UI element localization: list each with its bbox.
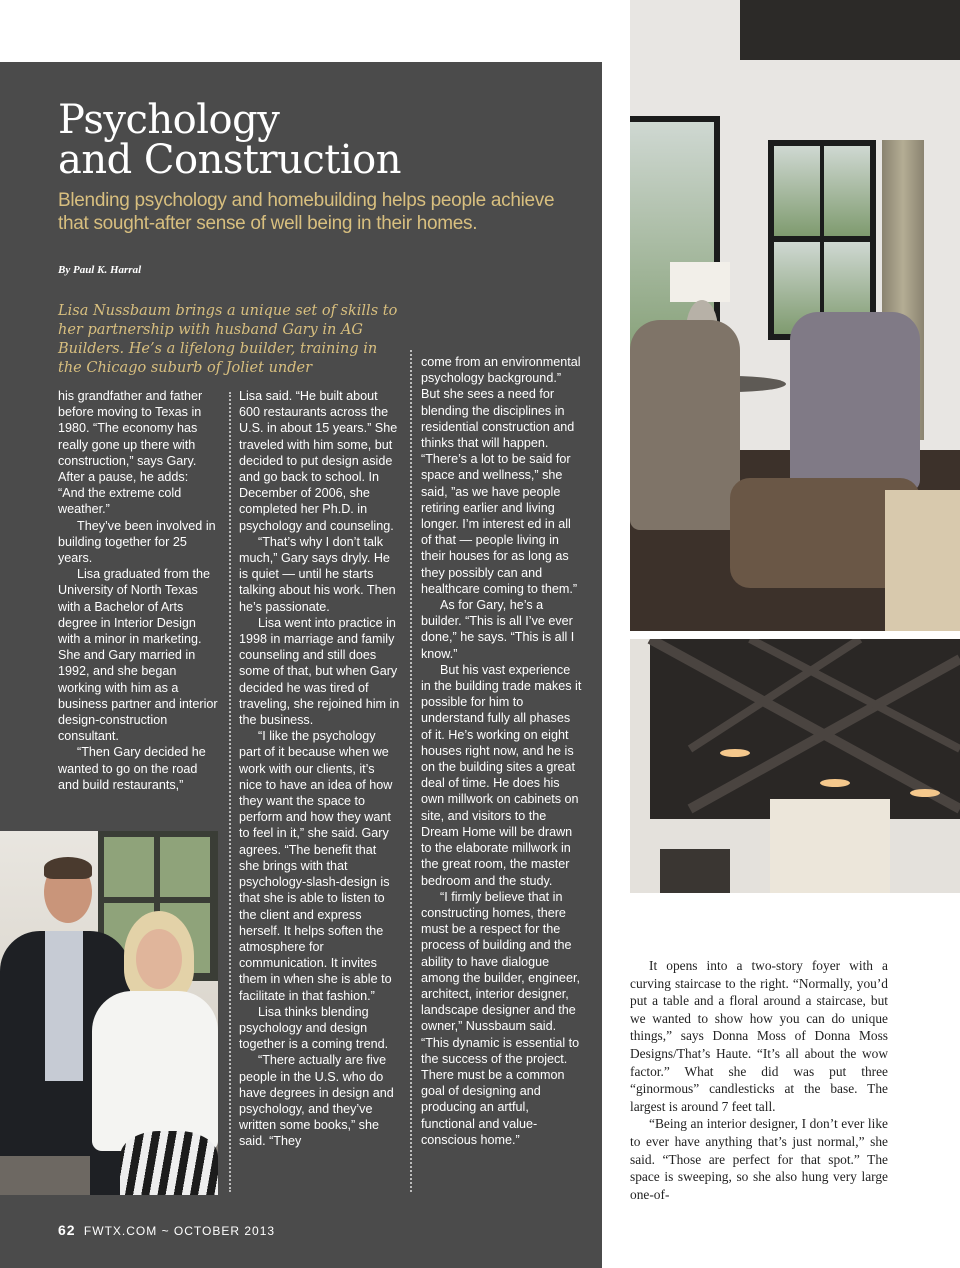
paragraph: Lisa said. “He built about 600 restaurants across the U.S. in about 15 years.” She traveled with him some, but decided to put design aside and go back to school. In December of 2006, she completed her Ph.D. in psychology and counseling.: [239, 389, 398, 533]
granite-counter: [0, 1156, 90, 1195]
paragraph: “That’s why I don’t talk much,” Gary says dryly. He is quiet — until he starts talking about his work. Then he’s passionate.: [239, 534, 396, 614]
artwork: [660, 849, 730, 893]
living-room-photo: [630, 0, 960, 631]
paragraph: They’ve been involved in building together for 25 years.: [58, 518, 216, 566]
text-column-3: [421, 354, 583, 1148]
side-article: [630, 957, 888, 1203]
portrait-photo: [0, 831, 218, 1195]
page-number: 62: [58, 1222, 76, 1238]
article-title: Psychology and Construction: [58, 97, 401, 183]
article-deck: Blending psychology and homebuilding helps people achieve that sought-after sense of well being in their homes.: [58, 190, 555, 234]
lead-paragraph: Lisa Nussbaum brings a unique set of skills to her partnership with husband Gary in AG Builders. He’s a lifelong builder, training in the Chicago suburb of Joliet under: [58, 303, 398, 376]
paragraph: It opens into a two-story foyer with a curving staircase to the right. “Normally, you’d put a table and a floral around a staircase, but we wanted to show how you can do unique things,” says Donna Moss of Donna Moss Designs/That’s Haute. “It’s all about the wow factor.” What she did was put three “ginormous” candlesticks at the base. The largest is around 7 feet tall.: [630, 958, 888, 1114]
byline: By Paul K. Harral: [58, 264, 142, 276]
paragraph: “I firmly believe that in constructing homes, there must be a respect for the process of building and the ability to have dialogue among the builder, engineer, architect, interior designer, landscape designer and the owner,” Nussbaum said. “This dynamic is essential to the success of the project. There must be a common goal of designing and producing an artful, functional and value-conscious home.”: [421, 889, 580, 1147]
column-divider: [410, 350, 412, 1192]
armchair: [630, 320, 740, 530]
paragraph: As for Gary, he’s a builder. “This is all I’ve ever done,” he says. “This is all I know.”: [421, 598, 575, 661]
paragraph: But his vast experience in the building trade makes it possible for him to understand fully all phases of it. He’s working on eight houses right now, and he is on the building sites a great deal of time. He does his own millwork on cabinets on site, and visitors to the Dream Home will be drawn to the elaborate millwork in the great room, the master bedroom and the study.: [421, 662, 582, 888]
text-column-1: [58, 388, 218, 793]
paragraph: “There actually are five people in the U.S. who do have degrees in design and psychology, and they’ve written some books,” she said. “They: [239, 1053, 394, 1149]
column-divider: [229, 392, 231, 1192]
page-footer: [58, 1222, 275, 1238]
paragraph: “Then Gary decided he wanted to go on the road and build restaurants,”: [58, 745, 206, 792]
window: [768, 140, 876, 340]
zebra-stool: [120, 1131, 218, 1195]
paragraph: Lisa thinks blending psychology and design together is a coming trend.: [239, 1004, 389, 1052]
paragraph: “I like the psychology part of it because when we work with our clients, it’s nice to have an idea of how they want the space to perform and how they want to feel in it,” she said. Gary agrees. “The benefit that she brings with that psychology-slash-design is that she is able to listen to the client and express herself. It helps soften the atmosphere for communication. It invites them in when she is able to facilitate in that fashion.”: [239, 729, 393, 1003]
paragraph: his grandfather and father before moving to Texas in 1980. “The economy has really gone up there with construction,” says Gary. After a pause, he adds: “And the extreme cold weather.”: [58, 389, 203, 517]
fireplace-wall: [770, 799, 890, 893]
lamp: [670, 262, 730, 302]
paragraph: Lisa graduated from the University of North Texas with a Bachelor of Arts degree in Interior Design with a minor in marketing. She and Gary married in 1992, and she began working with him as a business partner and interior design-construction consultant.: [58, 567, 218, 744]
paragraph: come from an environmental psychology background.” But she sees a need for blending the disciplines in residential construction and thinks that will happen. “There’s a lot to be said for space and wellness,” she said, ”as we have people retiring earlier and living longer. I’m interest ed in all of that — people living in their houses for as long as they possibly can and healthcare coming to them.”: [421, 355, 581, 596]
publication-line: FWTX.COM ~ OCTOBER 2013: [83, 1224, 276, 1238]
ceiling-photo: [630, 639, 960, 893]
paragraph: “Being an interior designer, I don’t ever like to ever have anything that’s just normal,” she said. “Those are perfect for that spot.” The space is sweeping, so she also hung very large one-of-: [630, 1116, 888, 1202]
armchair: [790, 312, 920, 492]
text-column-2: [239, 388, 400, 1150]
paragraph: Lisa went into practice in 1998 in marriage and family counseling and still does some of that, but when Gary decided he was tired of traveling, she rejoined him in the business.: [239, 615, 400, 728]
